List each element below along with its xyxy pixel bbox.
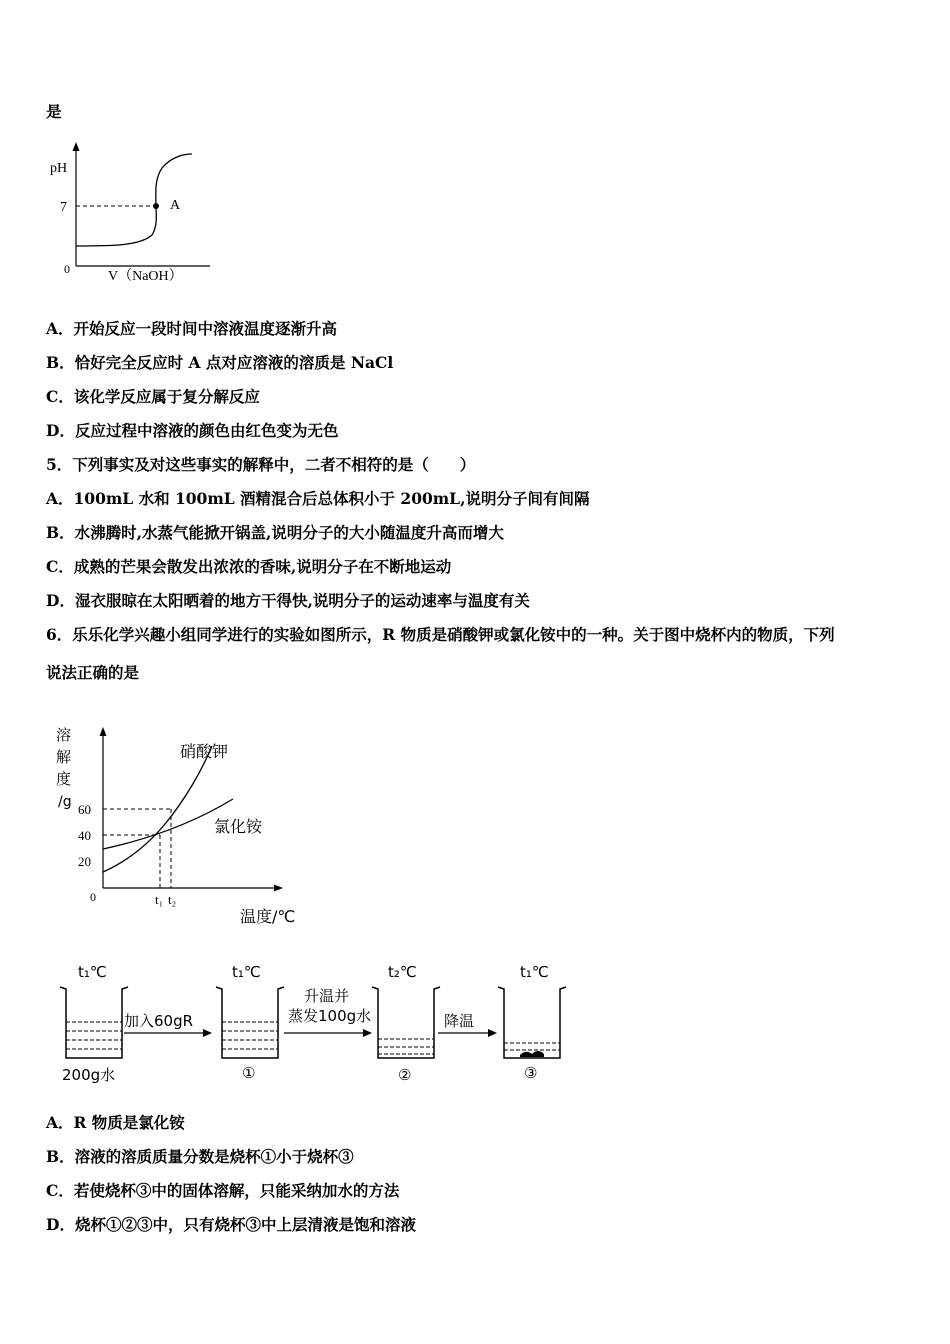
q5-option-a: A．100mL 水和 100mL 酒精混合后总体积小于 200mL,说明分子间有间隔 xyxy=(46,489,590,508)
solubility-graph xyxy=(50,720,310,930)
arrow2-label-line1: 升温并 xyxy=(304,987,350,1005)
beaker2-solution xyxy=(378,1039,434,1054)
q6-option-a: A．R 物质是氯化铵 xyxy=(46,1113,185,1132)
arrow1-head xyxy=(203,1029,212,1037)
ph-origin: 0 xyxy=(64,262,70,276)
q6-stem-line2: 说法正确的是 xyxy=(46,663,140,682)
arrow1-label: 加入60gR xyxy=(124,1012,194,1030)
q5-stem: 5．下列事实及对这些事实的解释中，二者不相符的是（ ） xyxy=(46,455,476,474)
q6-stem-line1: 6．乐乐化学兴趣小组同学进行的实验如图所示，R 物质是硝酸钾或氯化铵中的一种。关于图中烧杯内的物质，下列 xyxy=(46,625,835,644)
beaker1-label: ① xyxy=(242,1064,256,1082)
tick-40: 40 xyxy=(78,828,91,843)
x-axis-label: V（NaOH） xyxy=(108,269,183,284)
sol-x-arrow xyxy=(274,885,283,892)
q5-option-d: D．湿衣服晾在太阳晒着的地方干得快,说明分子的运动速率与温度有关 xyxy=(46,591,530,610)
q4-option-c: C．该化学反应属于复分解反应 xyxy=(46,387,260,406)
q6-option-c: C．若使烧杯③中的固体溶解，只能采纳加水的方法 xyxy=(46,1181,400,1200)
intro-tail: 是 xyxy=(46,102,62,121)
ph-titration-graph xyxy=(40,140,210,290)
sol-x-label: 温度/℃ xyxy=(240,907,296,926)
beaker3-precipitate xyxy=(520,1051,544,1057)
beaker3 xyxy=(498,987,566,1058)
point-a-label: A xyxy=(170,198,181,213)
beaker2-label: ② xyxy=(398,1066,412,1084)
beaker3-temp: t₁℃ xyxy=(520,963,549,981)
ph-axis-label: pH xyxy=(50,161,68,176)
beaker1-solution xyxy=(222,1022,278,1049)
beaker2-temp: t₂℃ xyxy=(388,963,417,981)
tick-t1: t₁ xyxy=(155,892,164,907)
tick-20: 20 xyxy=(78,854,91,869)
beaker0-temp: t₁℃ xyxy=(78,963,107,981)
q6-option-b: B．溶液的溶质质量分数是烧杯①小于烧杯③ xyxy=(46,1147,354,1166)
tick-t2: t₂ xyxy=(168,892,177,907)
q5-option-b: B．水沸腾时,水蒸气能掀开锅盖,说明分子的大小随温度升高而增大 xyxy=(46,523,504,542)
nh4cl-label: 氯化铵 xyxy=(214,817,263,836)
q4-option-d: D．反应过程中溶液的颜色由红色变为无色 xyxy=(46,421,339,440)
beaker-process-diagram xyxy=(50,955,580,1090)
beaker3-solution xyxy=(504,1043,560,1050)
y-label-char-2: 解 xyxy=(56,748,72,766)
kno3-label: 硝酸钾 xyxy=(180,742,229,761)
ph-tick-7: 7 xyxy=(60,200,67,215)
y-label-char-1: 溶 xyxy=(56,726,72,744)
tick-60: 60 xyxy=(78,802,91,817)
arrow3-head xyxy=(488,1029,497,1037)
arrow3-label: 降温 xyxy=(444,1012,475,1030)
arrow2-label-line2: 蒸发100g水 xyxy=(288,1007,372,1025)
beaker0-solution xyxy=(66,1022,122,1049)
y-label-char-4: /g xyxy=(58,794,72,810)
q4-option-a: A．开始反应一段时间中溶液温度逐渐升高 xyxy=(46,319,338,338)
arrow2-head xyxy=(363,1029,372,1037)
sol-y-arrow xyxy=(100,727,107,736)
point-a-marker xyxy=(153,203,159,209)
q6-option-d: D．烧杯①②③中，只有烧杯③中上层清液是饱和溶液 xyxy=(46,1215,416,1234)
beaker1-temp: t₁℃ xyxy=(232,963,261,981)
q4-option-b: B．恰好完全反应时 A 点对应溶液的溶质是 NaCl xyxy=(46,353,394,372)
sol-origin: 0 xyxy=(90,890,96,904)
beaker3-label: ③ xyxy=(524,1064,538,1082)
q5-option-c: C．成熟的芒果会散发出浓浓的香味,说明分子在不断地运动 xyxy=(46,557,452,576)
y-axis-arrow xyxy=(73,142,80,151)
y-label-char-3: 度 xyxy=(56,770,72,788)
beaker0-label: 200g水 xyxy=(62,1066,116,1084)
